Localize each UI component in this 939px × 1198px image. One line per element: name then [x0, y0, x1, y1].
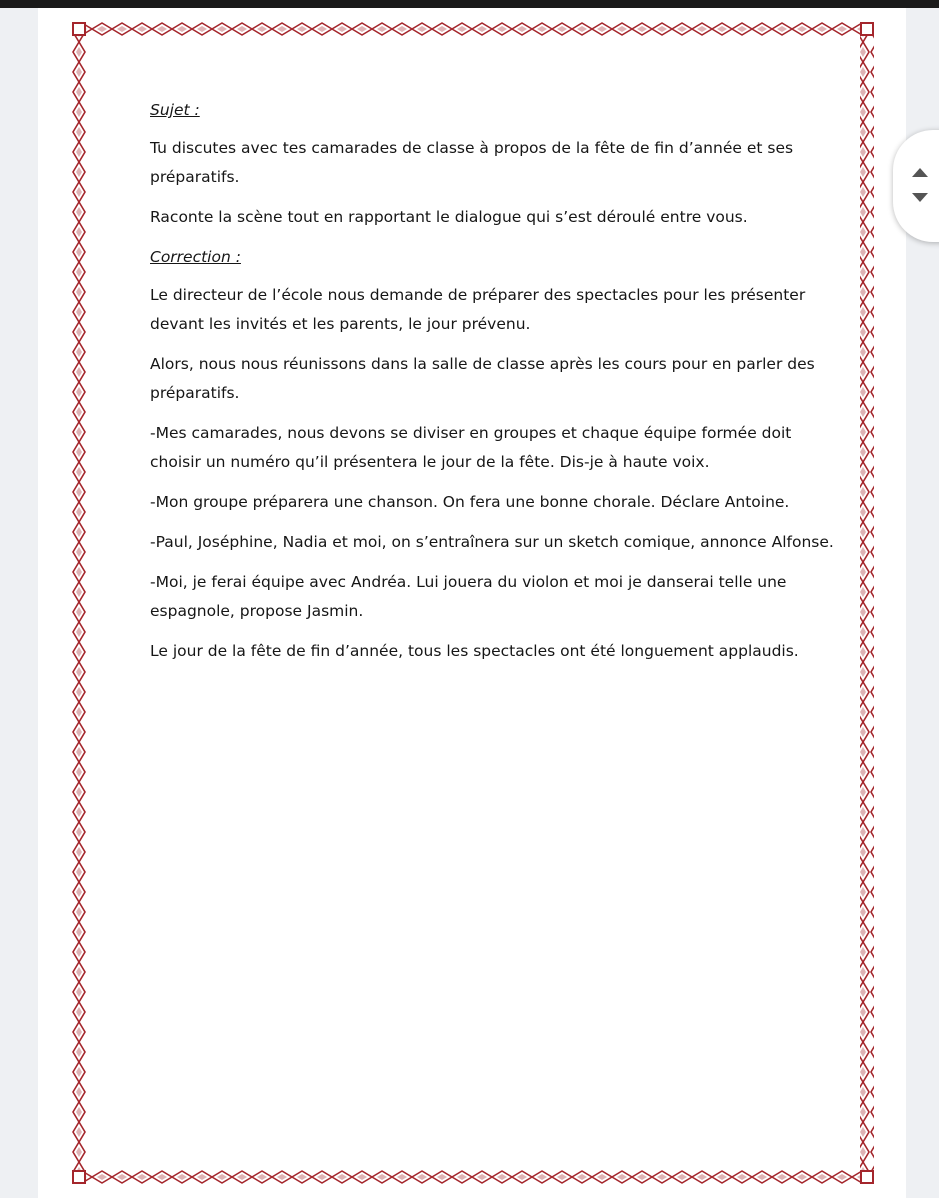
- subject-paragraph: Tu discutes avec tes camarades de classe à propos de la fête de fin d’année et ses préparatifs.: [150, 139, 794, 186]
- subject-paragraph: Raconte la scène tout en rapportant le dialogue qui s’est déroulé entre vous.: [150, 208, 748, 226]
- correction-paragraph: Le jour de la fête de fin d’année, tous les spectacles ont été longuement applaudis.: [150, 642, 799, 660]
- correction-paragraph: Alors, nous nous réunissons dans la salle de classe après les cours pour en parler des préparatifs.: [150, 355, 815, 402]
- triangle-down-icon[interactable]: [912, 193, 928, 202]
- dialogue-line: -Mon groupe préparera une chanson. On fera une bonne chorale. Déclare Antoine.: [150, 493, 790, 511]
- correction-heading: Correction :: [150, 248, 241, 266]
- dialogue-line: -Paul, Joséphine, Nadia et moi, on s’entraînera sur un sketch comique, annonce Alfonse.: [150, 533, 834, 551]
- top-status-bar: [0, 0, 939, 8]
- triangle-up-icon[interactable]: [912, 168, 928, 177]
- dialogue-line: -Moi, je ferai équipe avec Andréa. Lui jouera du violon et moi je danserai telle une espagnole, propose Jasmin.: [150, 573, 787, 620]
- dialogue-line: -Mes camarades, nous devons se diviser en groupes et chaque équipe formée doit choisir un numéro qu’il présentera le jour de la fête. Dis-je à haute voix.: [150, 424, 792, 471]
- document-content: [150, 96, 840, 677]
- subject-heading: Sujet :: [150, 101, 200, 119]
- correction-paragraph: Le directeur de l’école nous demande de préparer des spectacles pour les présenter devant les invités et les parents, le jour prévenu.: [150, 286, 806, 333]
- scroll-navigation-button[interactable]: [893, 130, 939, 242]
